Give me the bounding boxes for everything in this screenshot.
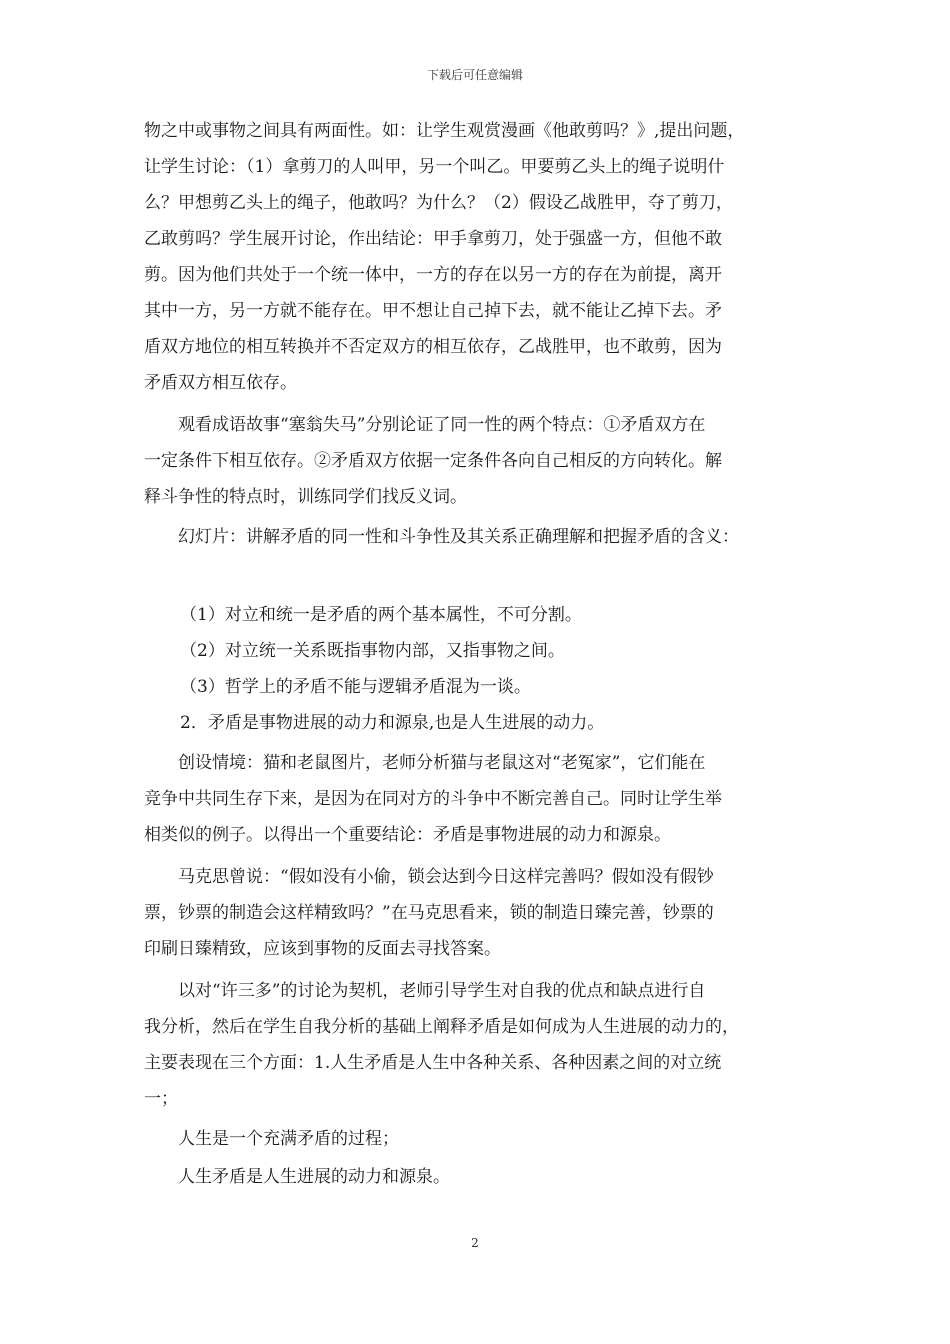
text-line: 人生是一个充满矛盾的过程； xyxy=(178,1129,399,1149)
page-number: 2 xyxy=(471,1236,479,1250)
text-line: 其中一方，另一方就不能存在。甲不想让自己掉下去，就不能让乙掉下去。矛 xyxy=(144,301,722,321)
text-line: 印刷日臻精致，应该到事物的反面去寻找答案。 xyxy=(144,939,501,959)
text-line: 盾双方地位的相互转换并不否定双方的相互依存，乙战胜甲，也不敢剪，因为 xyxy=(144,337,722,357)
text-line: 创设情境：猫和老鼠图片，老师分析猫与老鼠这对“老冤家”，它们能在 xyxy=(178,753,706,773)
text-line: 票，钞票的制造会这样精致吗？”在马克思看来，锁的制造日臻完善，钞票的 xyxy=(144,903,714,923)
section-heading: 2．矛盾是事物进展的动力和源泉,也是人生进展的动力。 xyxy=(180,713,605,733)
text-line: 释斗争性的特点时，训练同学们找反义词。 xyxy=(144,487,467,507)
text-line: 主要表现在三个方面：1.人生矛盾是人生中各种关系、各种因素之间的对立统 xyxy=(144,1053,722,1073)
text-line: 相类似的例子。以得出一个重要结论：矛盾是事物进展的动力和源泉。 xyxy=(144,825,671,845)
text-line: 么？甲想剪乙头上的绳子，他敢吗？为什么？（2）假设乙战胜甲，夺了剪刀， xyxy=(144,193,733,213)
text-line: 以对“许三多”的讨论为契机，老师引导学生对自我的优点和缺点进行自 xyxy=(178,981,706,1001)
text-line: 我分析，然后在学生自我分析的基础上阐释矛盾是如何成为人生进展的动力的， xyxy=(144,1017,739,1037)
text-line: 一定条件下相互依存。②矛盾双方依据一定条件各向自己相反的方向转化。解 xyxy=(144,451,722,471)
list-item: （2）对立统一关系既指事物内部，又指事物之间。 xyxy=(180,641,565,661)
text-line: 一； xyxy=(144,1089,178,1109)
text-line: 乙敢剪吗？学生展开讨论，作出结论：甲手拿剪刀，处于强盛一方，但他不敢 xyxy=(144,229,722,249)
list-item: （1）对立和统一是矛盾的两个基本属性，不可分割。 xyxy=(180,605,582,625)
list-item: （3）哲学上的矛盾不能与逻辑矛盾混为一谈。 xyxy=(180,677,531,697)
text-line: 矛盾双方相互依存。 xyxy=(144,373,297,393)
text-line: 幻灯片：讲解矛盾的同一性和斗争性及其关系正确理解和把握矛盾的含义： xyxy=(178,527,739,547)
text-line: 物之中或事物之间具有两面性。如：让学生观赏漫画《他敢剪吗？》,提出问题， xyxy=(144,121,745,141)
text-line: 人生矛盾是人生进展的动力和源泉。 xyxy=(178,1167,450,1187)
text-line: 剪。因为他们共处于一个统一体中，一方的存在以另一方的存在为前提，离开 xyxy=(144,265,722,285)
page-header: 下载后可任意编辑 xyxy=(426,68,523,82)
text-line: 马克思曾说：“假如没有小偷，锁会达到今日这样完善吗？假如没有假钞 xyxy=(178,867,714,887)
text-line: 让学生讨论：（1）拿剪刀的人叫甲，另一个叫乙。甲要剪乙头上的绳子说明什 xyxy=(144,157,725,177)
text-line: 竞争中共同生存下来，是因为在同对方的斗争中不断完善自己。同时让学生举 xyxy=(144,789,722,809)
text-line: 观看成语故事“塞翁失马”分别论证了同一性的两个特点：①矛盾双方在 xyxy=(178,415,706,435)
